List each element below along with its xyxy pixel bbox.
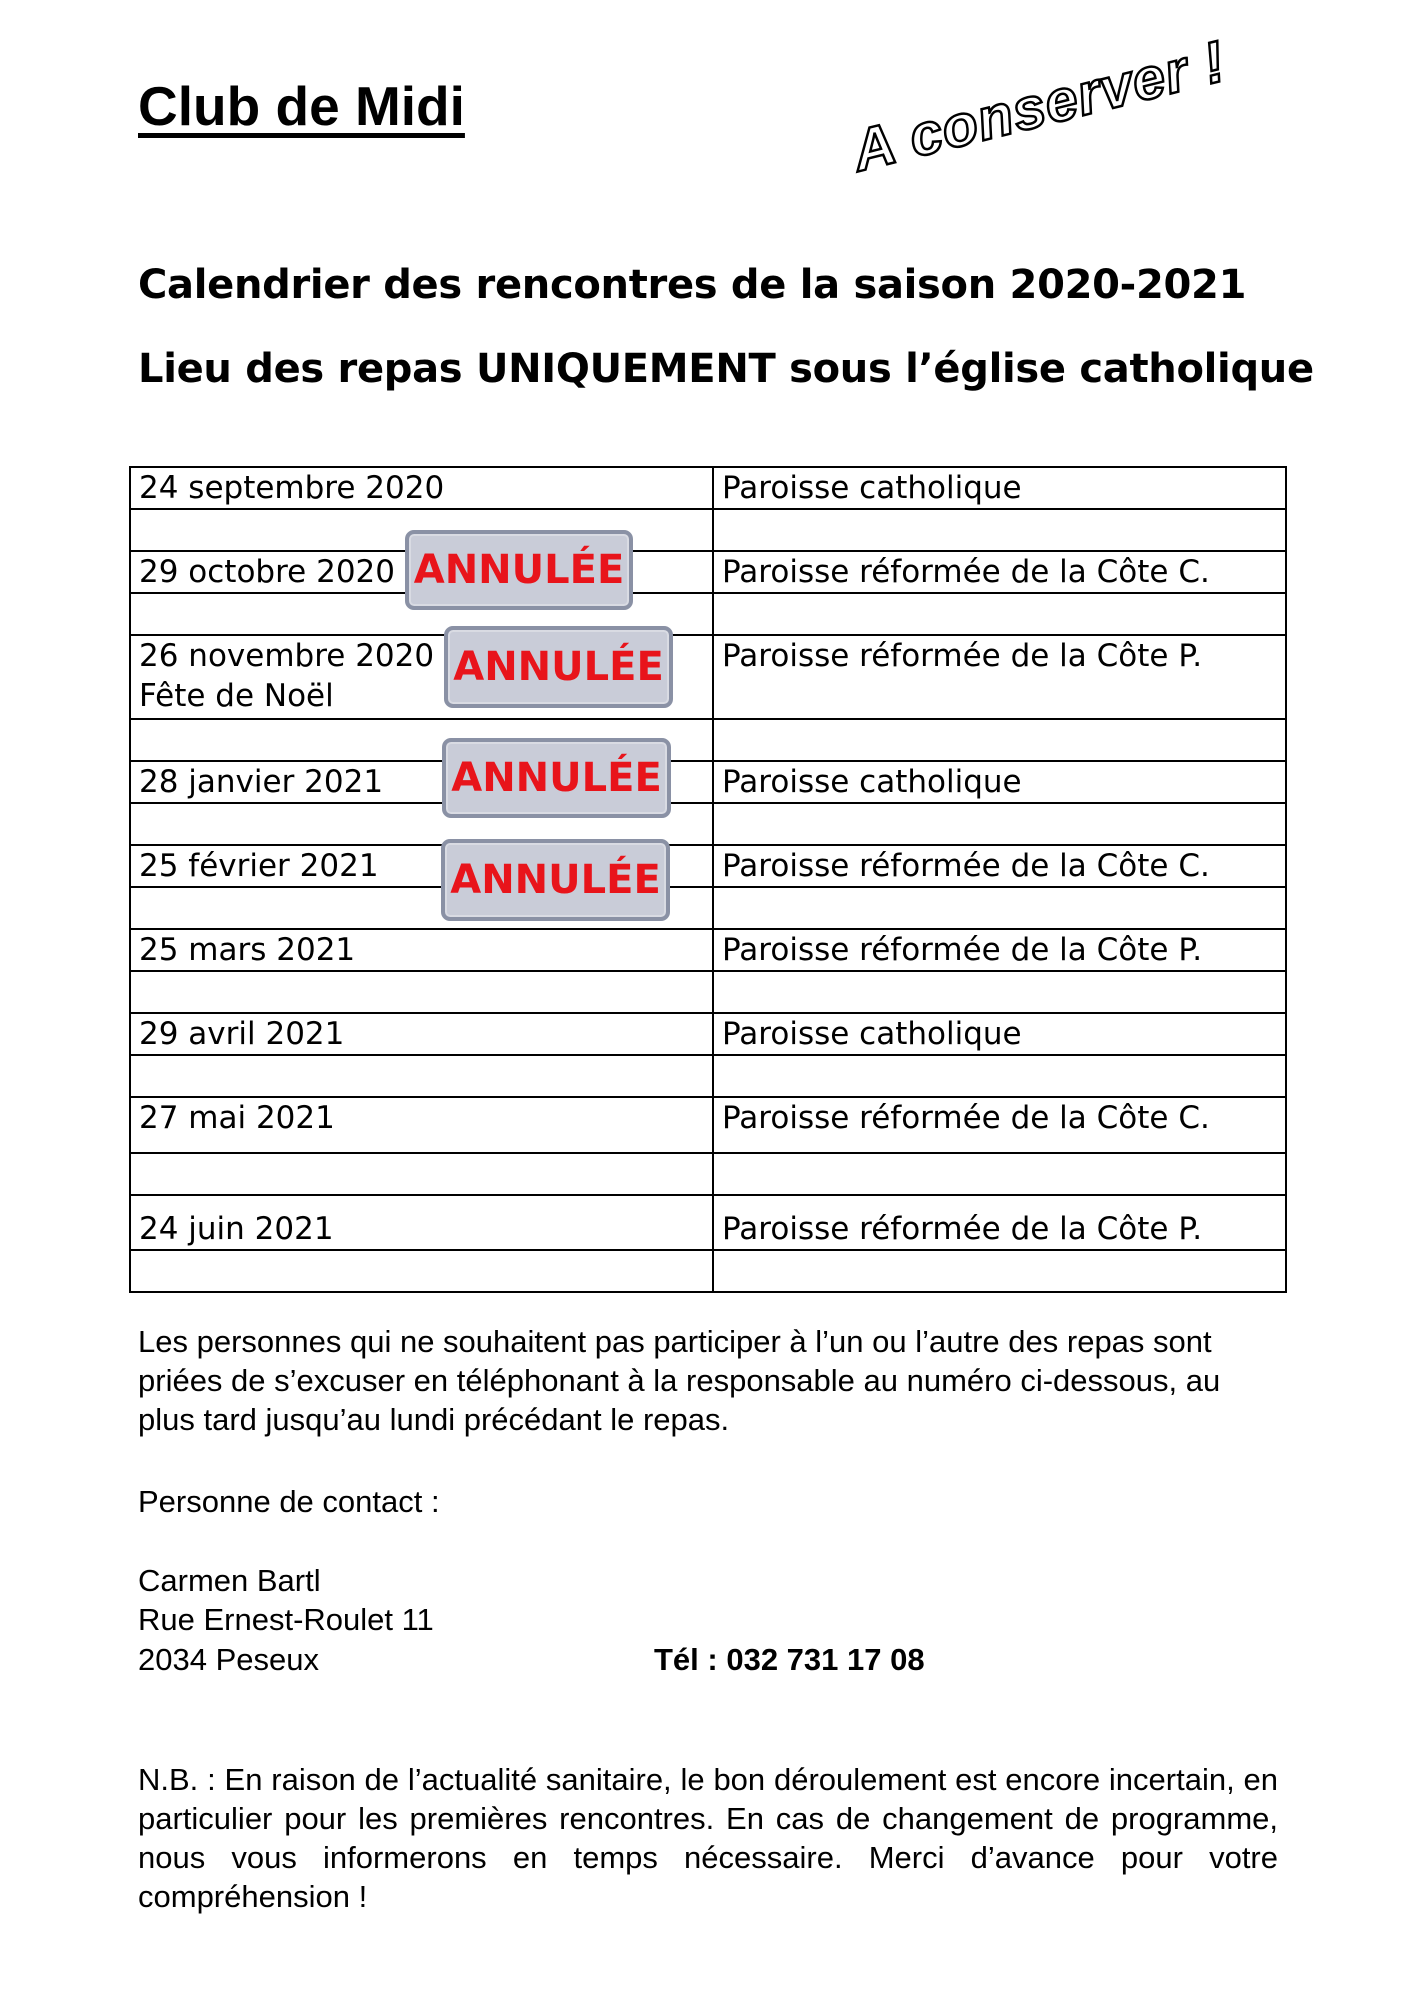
table-row	[130, 1195, 1286, 1250]
place-cell: Paroisse catholique	[713, 761, 1286, 803]
table-row	[130, 551, 1286, 593]
conserver-stamp: A conserver !	[846, 28, 1232, 185]
date-cell: 25 février 2021	[130, 845, 713, 887]
calendar-title: Calendrier des rencontres de la saison 2020-2021	[138, 262, 1247, 308]
cancelled-stamp: ANNULÉE	[442, 738, 671, 818]
table-row	[130, 761, 1286, 803]
table-row	[130, 635, 1286, 719]
date-text: 26 novembre 2020	[139, 638, 435, 674]
place-cell: Paroisse réformée de la Côte P.	[713, 635, 1286, 719]
date-cell: 25 mars 2021	[130, 929, 713, 971]
date-cell: 24 juin 2021	[130, 1195, 713, 1250]
spacer-row	[130, 1055, 1286, 1097]
club-title: Club de Midi	[138, 75, 465, 137]
spacer-row	[130, 719, 1286, 761]
cancelled-stamp: ANNULÉE	[444, 626, 673, 708]
place-cell: Paroisse réformée de la Côte C.	[713, 1097, 1286, 1153]
table-row	[130, 467, 1286, 509]
spacer-row	[130, 803, 1286, 845]
contact-label: Personne de contact :	[138, 1484, 440, 1519]
nb-paragraph: N.B. : En raison de l’actualité sanitaire, le bon déroulement est encore incertain, en particulier pour les premières rencontres. En cas de changement de programme, nous vous informerons en temps nécessaire. Merci d’avance pour votre compréhension !	[138, 1762, 1278, 1914]
date-note: Fête de Noël	[139, 678, 334, 714]
date-cell: 24 septembre 2020	[130, 467, 713, 509]
spacer-row	[130, 1153, 1286, 1195]
date-cell: 28 janvier 2021	[130, 761, 713, 803]
spacer-row	[130, 887, 1286, 929]
excuse-paragraph: Les personnes qui ne souhaitent pas participer à l’un ou l’autre des repas sont priées de s’excuser en téléphonant à la responsable au numéro ci-dessous, au plus tard jusqu’au lundi précédant le repas.	[138, 1324, 1221, 1437]
place-cell: Paroisse réformée de la Côte C.	[713, 551, 1286, 593]
spacer-row	[130, 971, 1286, 1013]
place-cell: Paroisse catholique	[713, 467, 1286, 509]
place-cell: Paroisse réformée de la Côte C.	[713, 845, 1286, 887]
date-cell: 29 octobre 2020	[130, 551, 713, 593]
place-cell: Paroisse catholique	[713, 1013, 1286, 1055]
place-cell: Paroisse réformée de la Côte P.	[713, 1195, 1286, 1250]
location-note: Lieu des repas UNIQUEMENT sous l’église catholique	[138, 346, 1314, 392]
calendar-table	[129, 466, 1287, 1293]
spacer-row	[130, 509, 1286, 551]
contact-street: Rue Ernest-Roulet 11	[138, 1602, 434, 1637]
contact-city: 2034 Peseux	[138, 1642, 319, 1677]
cancelled-stamp: ANNULÉE	[441, 839, 670, 921]
place-cell: Paroisse réformée de la Côte P.	[713, 929, 1286, 971]
table-row	[130, 1013, 1286, 1055]
date-cell: 29 avril 2021	[130, 1013, 713, 1055]
table-row	[130, 845, 1286, 887]
contact-name: Carmen Bartl	[138, 1563, 321, 1598]
spacer-row	[130, 593, 1286, 635]
phone-number: Tél : 032 731 17 08	[654, 1642, 925, 1677]
table-row	[130, 929, 1286, 971]
date-cell: 27 mai 2021	[130, 1097, 713, 1153]
table-row	[130, 1097, 1286, 1153]
spacer-row	[130, 1250, 1286, 1292]
cancelled-stamp: ANNULÉE	[405, 530, 633, 610]
